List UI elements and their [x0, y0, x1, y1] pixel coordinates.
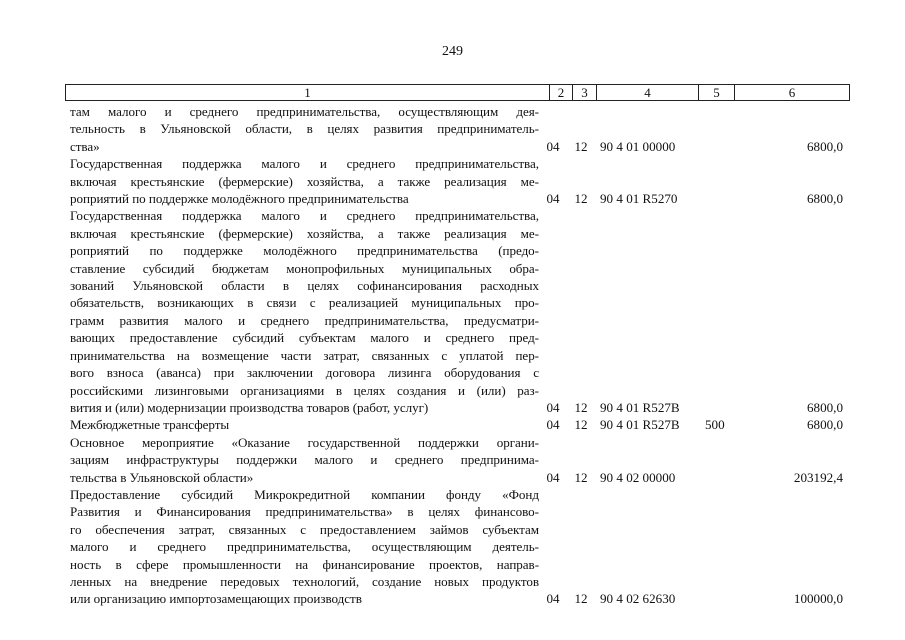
description-line: Предоставление субсидий Микрокредитной компании фонду «Фонд	[70, 486, 539, 502]
row-amount: 100000,0	[793, 591, 843, 607]
description-line: роприятий по поддержке молодёжного предпринимательства (предо-	[70, 243, 539, 259]
description-line: вающих предоставление субсидий субъектам малого и среднего пред-	[70, 330, 539, 346]
row-subsection: 12	[574, 399, 588, 415]
description-line: Основное мероприятие «Оказание государственной поддержки органи-	[70, 434, 539, 450]
description-line: включая крестьянские (фермерские) хозяйства, а также реализация ме-	[70, 225, 539, 241]
description-line: тельность в Ульяновской области, в целях развития предприниматель-	[70, 121, 539, 137]
table-body	[70, 103, 843, 608]
description-line: грамм развития малого и среднего предпринимательства, предусматри-	[70, 312, 539, 328]
description-line: принимательства на возмещение части затрат, связанных с уплатой пер-	[70, 347, 539, 363]
row-section: 04	[546, 191, 560, 207]
table-row	[70, 486, 843, 608]
table-row	[70, 434, 843, 486]
description-line: малого и среднего предпринимательства, осуществляющим деятель-	[70, 539, 539, 555]
row-subsection: 12	[574, 417, 588, 433]
table-row	[70, 103, 843, 155]
table-row	[70, 155, 843, 207]
row-section: 04	[546, 399, 560, 415]
row-amount: 6800,0	[806, 399, 843, 415]
row-description	[70, 486, 539, 608]
description-line: Государственная поддержка малого и среднего предпринимательства,	[70, 208, 539, 224]
table-row	[70, 416, 843, 433]
header-col-3: 3	[573, 85, 597, 100]
row-target-code: 90 4 02 62630	[600, 591, 676, 607]
description-line: зований Ульяновской области в целях софинансирования расходных	[70, 278, 539, 294]
row-target-code: 90 4 01 00000	[600, 138, 676, 154]
row-expense-type: 500	[705, 417, 725, 433]
row-amount: 6800,0	[806, 138, 843, 154]
description-line: там малого и среднего предпринимательства, осуществляющим дея-	[70, 104, 539, 119]
row-description	[70, 207, 539, 416]
description-line: тельства в Ульяновской области»	[70, 469, 254, 485]
row-amount: 6800,0	[806, 191, 843, 207]
description-line: Государственная поддержка малого и среднего предпринимательства,	[70, 156, 539, 172]
row-amount: 203192,4	[793, 469, 843, 485]
row-subsection: 12	[574, 191, 588, 207]
row-target-code: 90 4 01 R5270	[600, 191, 678, 207]
row-section: 04	[546, 591, 560, 607]
description-line: российскими лизинговыми организациями в целях создания и (или) раз-	[70, 382, 539, 398]
header-col-2: 2	[550, 85, 573, 100]
description-line: зациям инфраструктуры поддержки малого и среднего предпринима-	[70, 452, 539, 468]
row-subsection: 12	[574, 591, 588, 607]
description-line: Развития и Финансирования предпринимательства» в целях финансово-	[70, 504, 539, 520]
description-line: го обеспечения затрат, связанных с предоставлением займов субъектам	[70, 521, 539, 537]
row-target-code: 90 4 01 R527B	[600, 399, 680, 415]
description-line: ставление субсидий бюджетам монопрофильных муниципальных обра-	[70, 260, 539, 276]
description-line: ленных на внедрение передовых технологий, создание новых продуктов	[70, 573, 539, 589]
header-col-1: 1	[66, 85, 550, 100]
description-line: роприятий по поддержке молодёжного предпринимательства	[70, 191, 409, 207]
row-amount: 6800,0	[806, 417, 843, 433]
table-row	[70, 207, 843, 416]
row-subsection: 12	[574, 138, 588, 154]
row-target-code: 90 4 02 00000	[600, 469, 676, 485]
description-line: вого взноса (аванса) при заключении договора лизинга оборудования с	[70, 365, 539, 381]
description-line: вития и (или) модернизации производства товаров (работ, услуг)	[70, 399, 429, 415]
row-description	[70, 416, 539, 433]
page-number: 249	[442, 44, 463, 59]
row-target-code: 90 4 01 R527B	[600, 417, 680, 433]
header-col-6: 6	[788, 85, 796, 100]
description-line: Межбюджетные трансферты	[70, 417, 230, 433]
description-line: или организацию импортозамещающих производств	[70, 591, 362, 607]
description-line: ность в сфере промышленности на финансирование проектов, направ-	[70, 556, 539, 572]
header-col-4: 4	[597, 85, 699, 100]
row-section: 04	[546, 138, 560, 154]
description-line: ства»	[70, 138, 100, 154]
row-description	[70, 103, 539, 155]
row-section: 04	[546, 417, 560, 433]
description-line: включая крестьянские (фермерские) хозяйства, а также реализация ме-	[70, 173, 539, 189]
row-subsection: 12	[574, 469, 588, 485]
row-section: 04	[546, 469, 560, 485]
header-col-5: 5	[699, 85, 735, 100]
table-header	[65, 84, 850, 101]
row-description	[70, 434, 539, 486]
description-line: обязательств, возникающих в связи с реализацией муниципальных про-	[70, 295, 539, 311]
row-description	[70, 155, 539, 207]
